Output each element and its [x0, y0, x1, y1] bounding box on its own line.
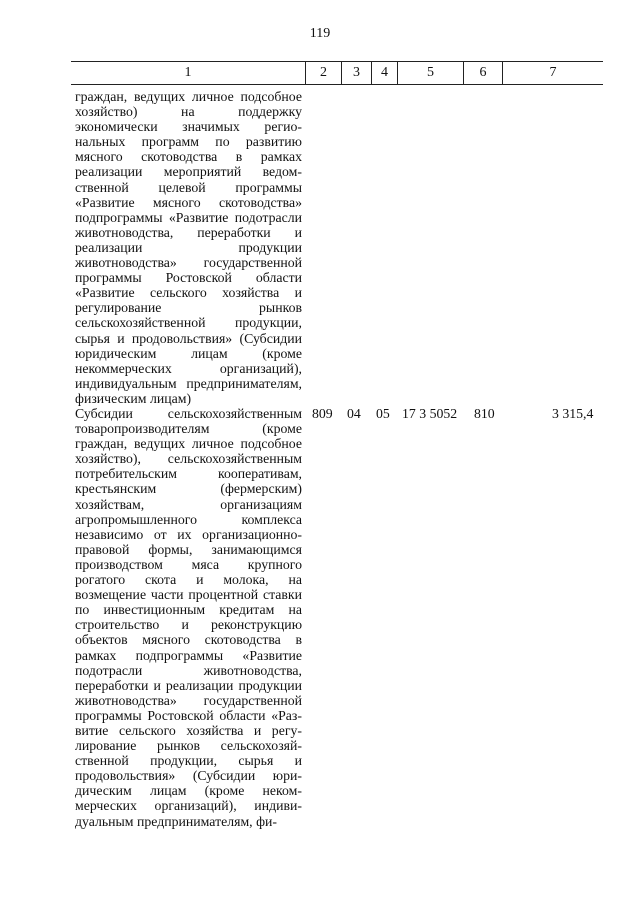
table-header — [71, 61, 603, 85]
row-2-col-5: 17 3 5052 — [402, 406, 458, 421]
header-col-7: 7 — [502, 62, 603, 84]
header-col-5: 5 — [397, 62, 463, 84]
row-2-col-3: 04 — [347, 406, 361, 421]
header-col-3: 3 — [341, 62, 371, 84]
header-col-1: 1 — [184, 65, 192, 80]
row-2-col-2: 809 — [312, 406, 333, 421]
row-2-col-4: 05 — [376, 406, 390, 421]
page-number: 119 — [309, 26, 331, 41]
header-col-2: 2 — [305, 62, 341, 84]
header-col-4: 4 — [371, 62, 397, 84]
row-2-description: Субсидии сельскохозяйственным товаропроизводителям (кроме граждан, ведущих личное подсобное хозяйство), сельскохозяйственным потребительским кооперативам, крестьянским (фермерским) хозяйствам, организациям агропромышленного комплекса независимо от их организационно-правовой формы, занимающимся производством мяса крупного рогатого скота и молока, на возмещение части процентной ставки по инвестиционным кредитам на строительство и реконструкцию объектов мясного скотоводства в рамках подпрограммы «Развитие подотрасли животноводства, переработки и реализации продукции животноводства» государственной программы Ростовской области «Развитие сельского хозяйства и регулирование рынков сельскохозяйственной продукции, сырья и продовольствия» (Субсидии юридическим лицам (кроме некоммерческих организаций), индивидуальным предпринимателям, фи- — [75, 406, 302, 829]
header-col-6: 6 — [463, 62, 502, 84]
row-2-col-6: 810 — [474, 406, 495, 421]
row-1-description: граждан, ведущих личное подсобное хозяйство) на поддержку экономически значимых региональных программ по развитию мясного скотоводства в рамках реализации мероприятий ведомственной целевой программы «Развитие мясного скотоводства» подпрограммы «Развитие подотрасли животноводства, переработки и реализации продукции животноводства» государственной программы Ростовской области «Развитие сельского хозяйства и регулирование рынков сельскохозяйственной продукции, сырья и продовольствия» (Субсидии юридическим лицам (кроме некоммерческих организаций), индивидуальным предпринимателям, физическим лицам) — [75, 89, 302, 406]
row-2-col-7: 3 315,4 — [552, 406, 594, 421]
